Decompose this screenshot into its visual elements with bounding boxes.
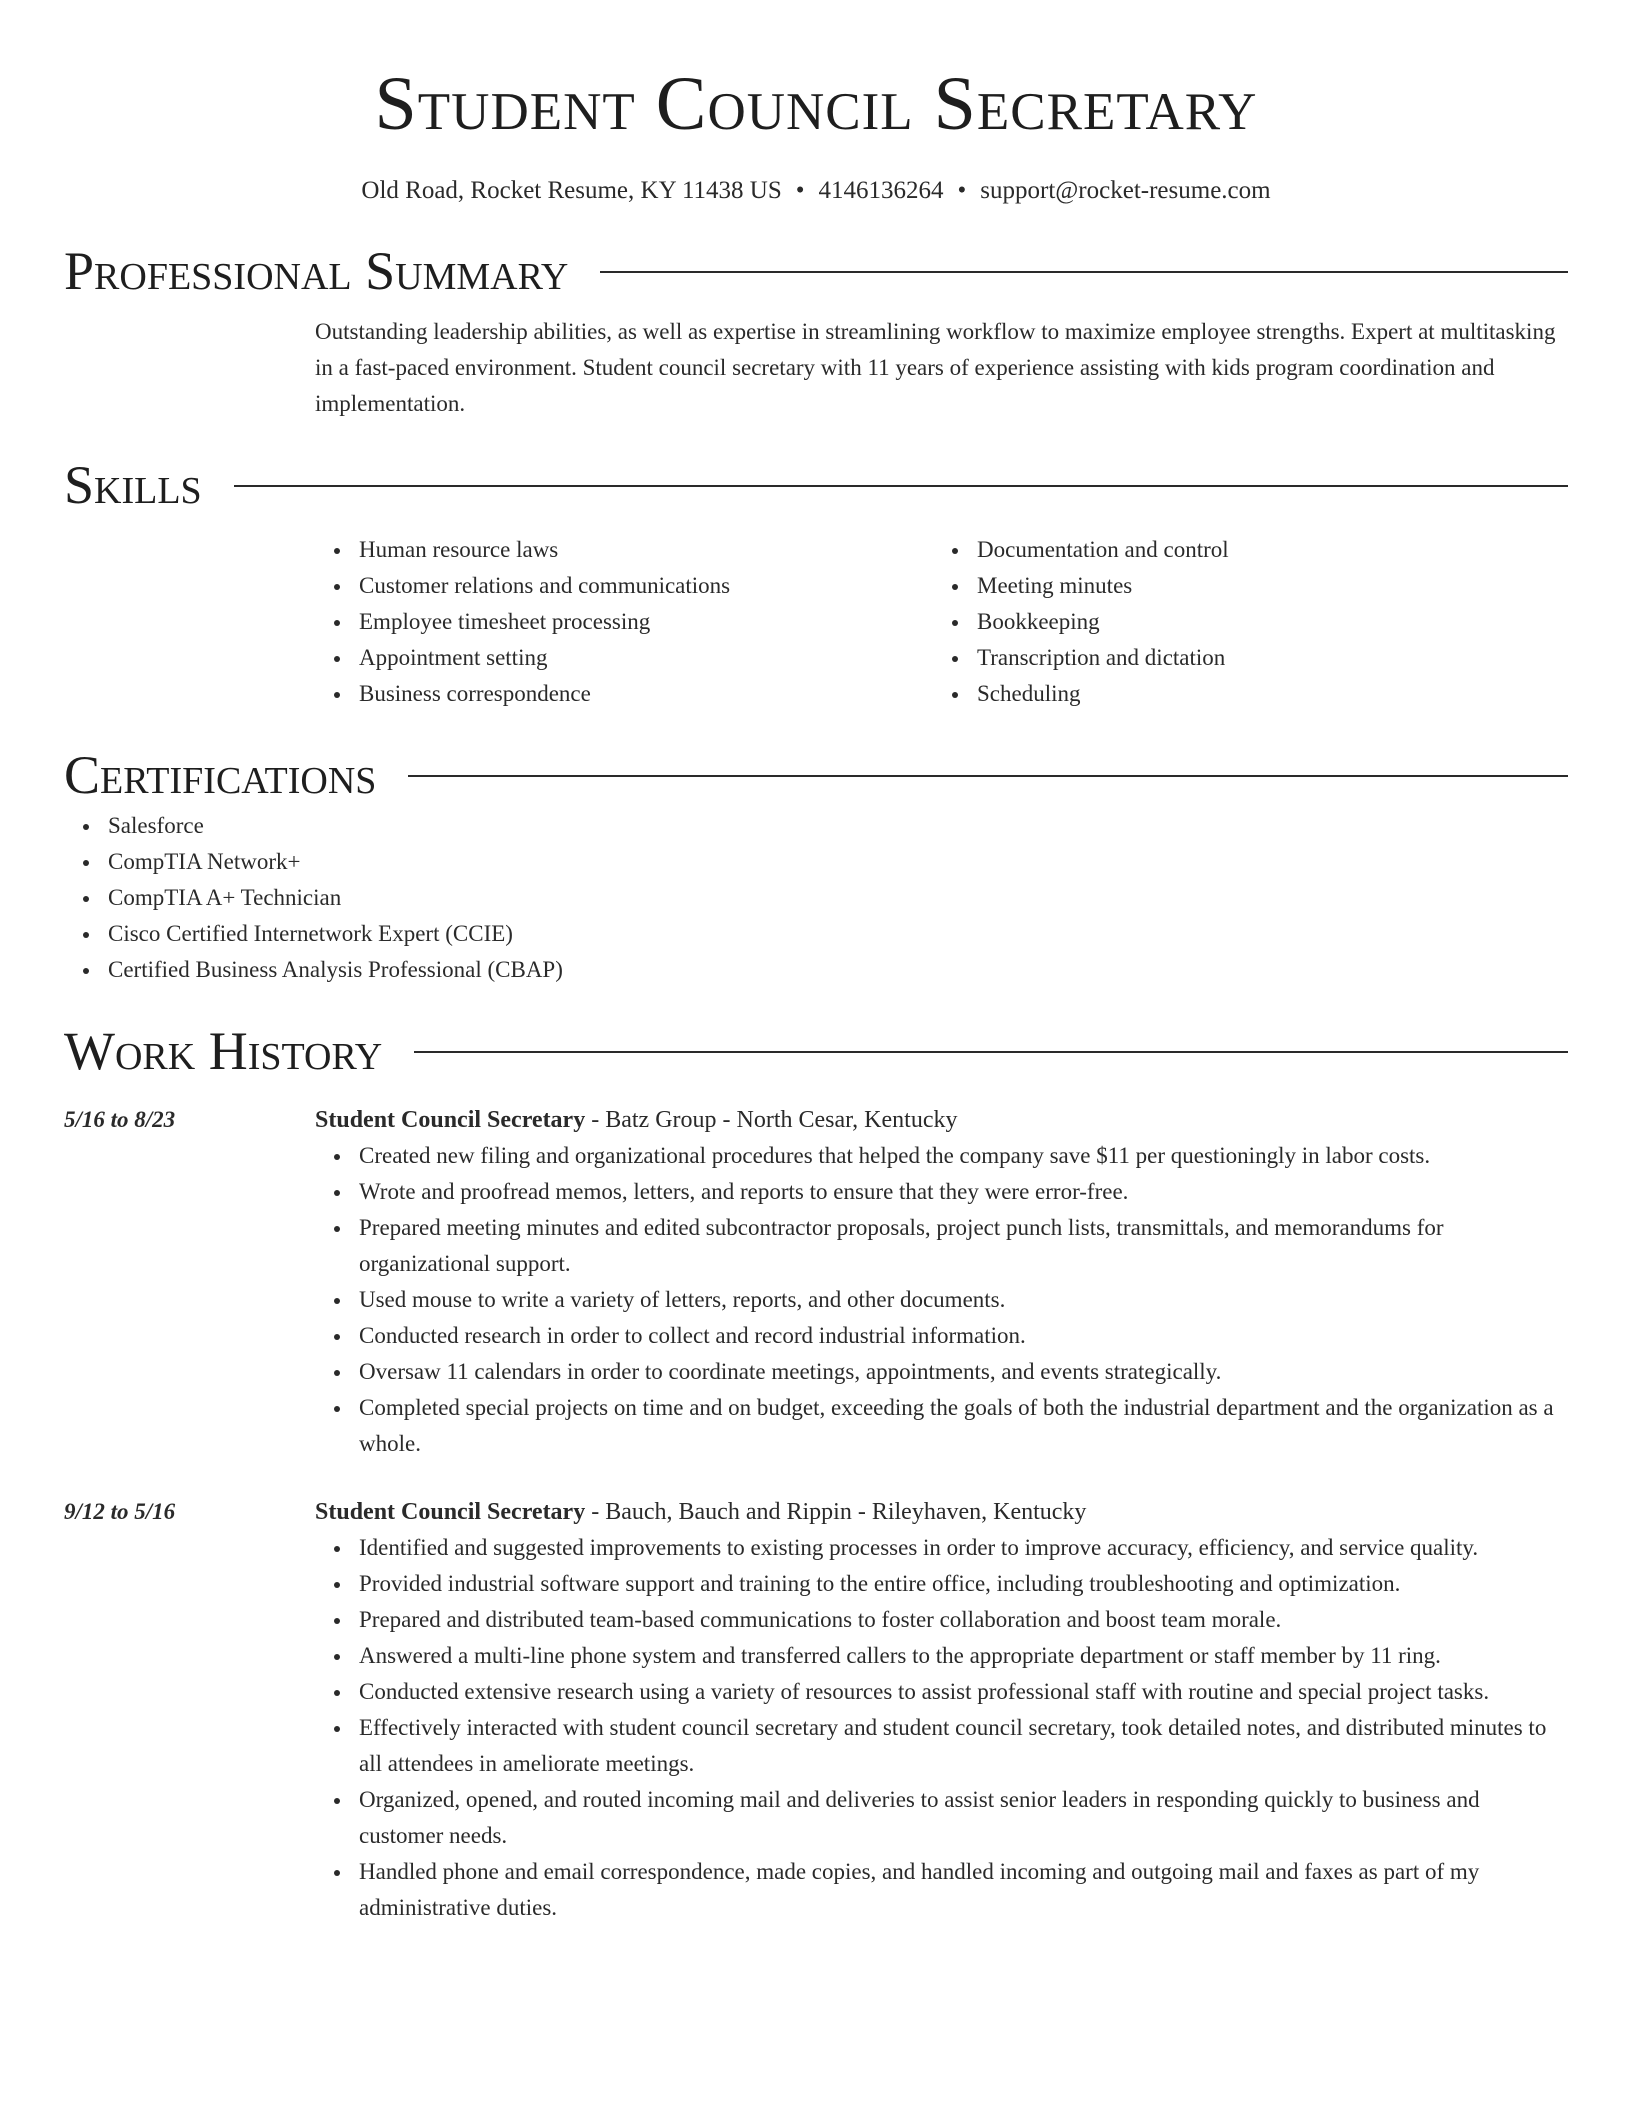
job-bullets bbox=[315, 1530, 1568, 1926]
summary-text: Outstanding leadership abilities, as well as expertise in streamlining workflow to maximize employee strengths. Expert at multitasking in a fast-paced environment. Student council secretary with 11 years of experience assisting with kids program coordination and implementation. bbox=[315, 319, 1556, 416]
summary-section-title: Professional Summary bbox=[64, 241, 569, 301]
job-employer: - Bauch, Bauch and Rippin - Rileyhaven, Kentucky bbox=[585, 1499, 1087, 1525]
skill-item: Customer relations and communications bbox=[315, 568, 933, 604]
skills-column-left bbox=[315, 532, 933, 712]
skill-item: Bookkeeping bbox=[933, 604, 1551, 640]
skill-item: Employee timesheet processing bbox=[315, 604, 933, 640]
job-body bbox=[315, 1494, 1568, 1926]
job-heading bbox=[315, 1494, 1568, 1530]
job-bullet: Handled phone and email correspondence, made copies, and handled incoming and outgoing mail and faxes as part of my administrative duties. bbox=[315, 1854, 1568, 1926]
skill-item: Documentation and control bbox=[933, 532, 1551, 568]
certifications-list bbox=[64, 808, 1568, 988]
job-bullet: Conducted research in order to collect and record industrial information. bbox=[315, 1318, 1568, 1354]
contact-email: support@rocket-resume.com bbox=[980, 177, 1271, 204]
section-divider bbox=[234, 485, 1568, 487]
skills-list bbox=[315, 532, 1568, 712]
job-entry bbox=[64, 1494, 1568, 1926]
section-divider bbox=[414, 1051, 1568, 1053]
certification-item: CompTIA Network+ bbox=[64, 844, 1568, 880]
job-title: Student Council Secretary bbox=[315, 1107, 586, 1133]
contact-address: Old Road, Rocket Resume, KY 11438 US bbox=[361, 177, 782, 204]
contact-phone: 4146136264 bbox=[818, 177, 944, 204]
job-entry bbox=[64, 1102, 1568, 1462]
job-bullet: Used mouse to write a variety of letters, reports, and other documents. bbox=[315, 1282, 1568, 1318]
section-divider bbox=[408, 775, 1568, 777]
work-history-section-header bbox=[64, 1018, 1568, 1084]
certifications-section-header bbox=[64, 742, 1568, 808]
job-bullet: Created new filing and organizational procedures that helped the company save $11 per questioningly in labor costs. bbox=[315, 1138, 1568, 1174]
job-bullet: Conducted extensive research using a variety of resources to assist professional staff with routine and special project tasks. bbox=[315, 1674, 1568, 1710]
certification-item: CompTIA A+ Technician bbox=[64, 880, 1568, 916]
contact-separator: • bbox=[795, 177, 805, 204]
job-title: Student Council Secretary bbox=[315, 1499, 586, 1525]
work-history-section-title: Work History bbox=[64, 1021, 383, 1081]
certifications-section-title: Certifications bbox=[64, 745, 377, 805]
job-heading bbox=[315, 1102, 1568, 1138]
skill-item: Human resource laws bbox=[315, 532, 933, 568]
job-bullet: Completed special projects on time and on budget, exceeding the goals of both the industrial department and the organization as a whole. bbox=[315, 1390, 1568, 1462]
job-bullet: Prepared and distributed team-based communications to foster collaboration and boost team morale. bbox=[315, 1602, 1568, 1638]
skills-section-title: Skills bbox=[64, 455, 202, 515]
job-employer: - Batz Group - North Cesar, Kentucky bbox=[585, 1107, 958, 1133]
certification-item: Certified Business Analysis Professional (CBAP) bbox=[64, 952, 1568, 988]
job-bullet: Prepared meeting minutes and edited subcontractor proposals, project punch lists, transmittals, and memorandums for organizational support. bbox=[315, 1210, 1568, 1282]
skill-item: Transcription and dictation bbox=[933, 640, 1551, 676]
job-bullet: Effectively interacted with student council secretary and student council secretary, took detailed notes, and distributed minutes to all attendees in ameliorate meetings. bbox=[315, 1710, 1568, 1782]
job-bullets bbox=[315, 1138, 1568, 1462]
summary-section-header bbox=[64, 238, 1568, 304]
job-bullet: Provided industrial software support and training to the entire office, including troubleshooting and optimization. bbox=[315, 1566, 1568, 1602]
job-bullet: Oversaw 11 calendars in order to coordinate meetings, appointments, and events strategically. bbox=[315, 1354, 1568, 1390]
skill-item: Business correspondence bbox=[315, 676, 933, 712]
skill-item: Scheduling bbox=[933, 676, 1551, 712]
job-bullet: Wrote and proofread memos, letters, and reports to ensure that they were error-free. bbox=[315, 1174, 1568, 1210]
certification-item: Salesforce bbox=[64, 808, 1568, 844]
skills-section-header bbox=[64, 452, 1568, 518]
job-dates: 5/16 to 8/23 bbox=[64, 1107, 176, 1132]
contact-line bbox=[64, 174, 1568, 208]
job-bullet: Answered a multi-line phone system and transferred callers to the appropriate department or staff member by 11 ring. bbox=[315, 1638, 1568, 1674]
skill-item: Appointment setting bbox=[315, 640, 933, 676]
job-bullet: Organized, opened, and routed incoming mail and deliveries to assist senior leaders in responding quickly to business and customer needs. bbox=[315, 1782, 1568, 1854]
skills-column-right bbox=[933, 532, 1551, 712]
section-divider bbox=[600, 271, 1568, 273]
resume-name: Student Council Secretary bbox=[374, 62, 1258, 146]
certification-item: Cisco Certified Internetwork Expert (CCIE) bbox=[64, 916, 1568, 952]
job-bullet: Identified and suggested improvements to existing processes in order to improve accuracy, efficiency, and service quality. bbox=[315, 1530, 1568, 1566]
skill-item: Meeting minutes bbox=[933, 568, 1551, 604]
job-dates: 9/12 to 5/16 bbox=[64, 1499, 176, 1524]
contact-separator: • bbox=[957, 177, 967, 204]
job-body bbox=[315, 1102, 1568, 1462]
